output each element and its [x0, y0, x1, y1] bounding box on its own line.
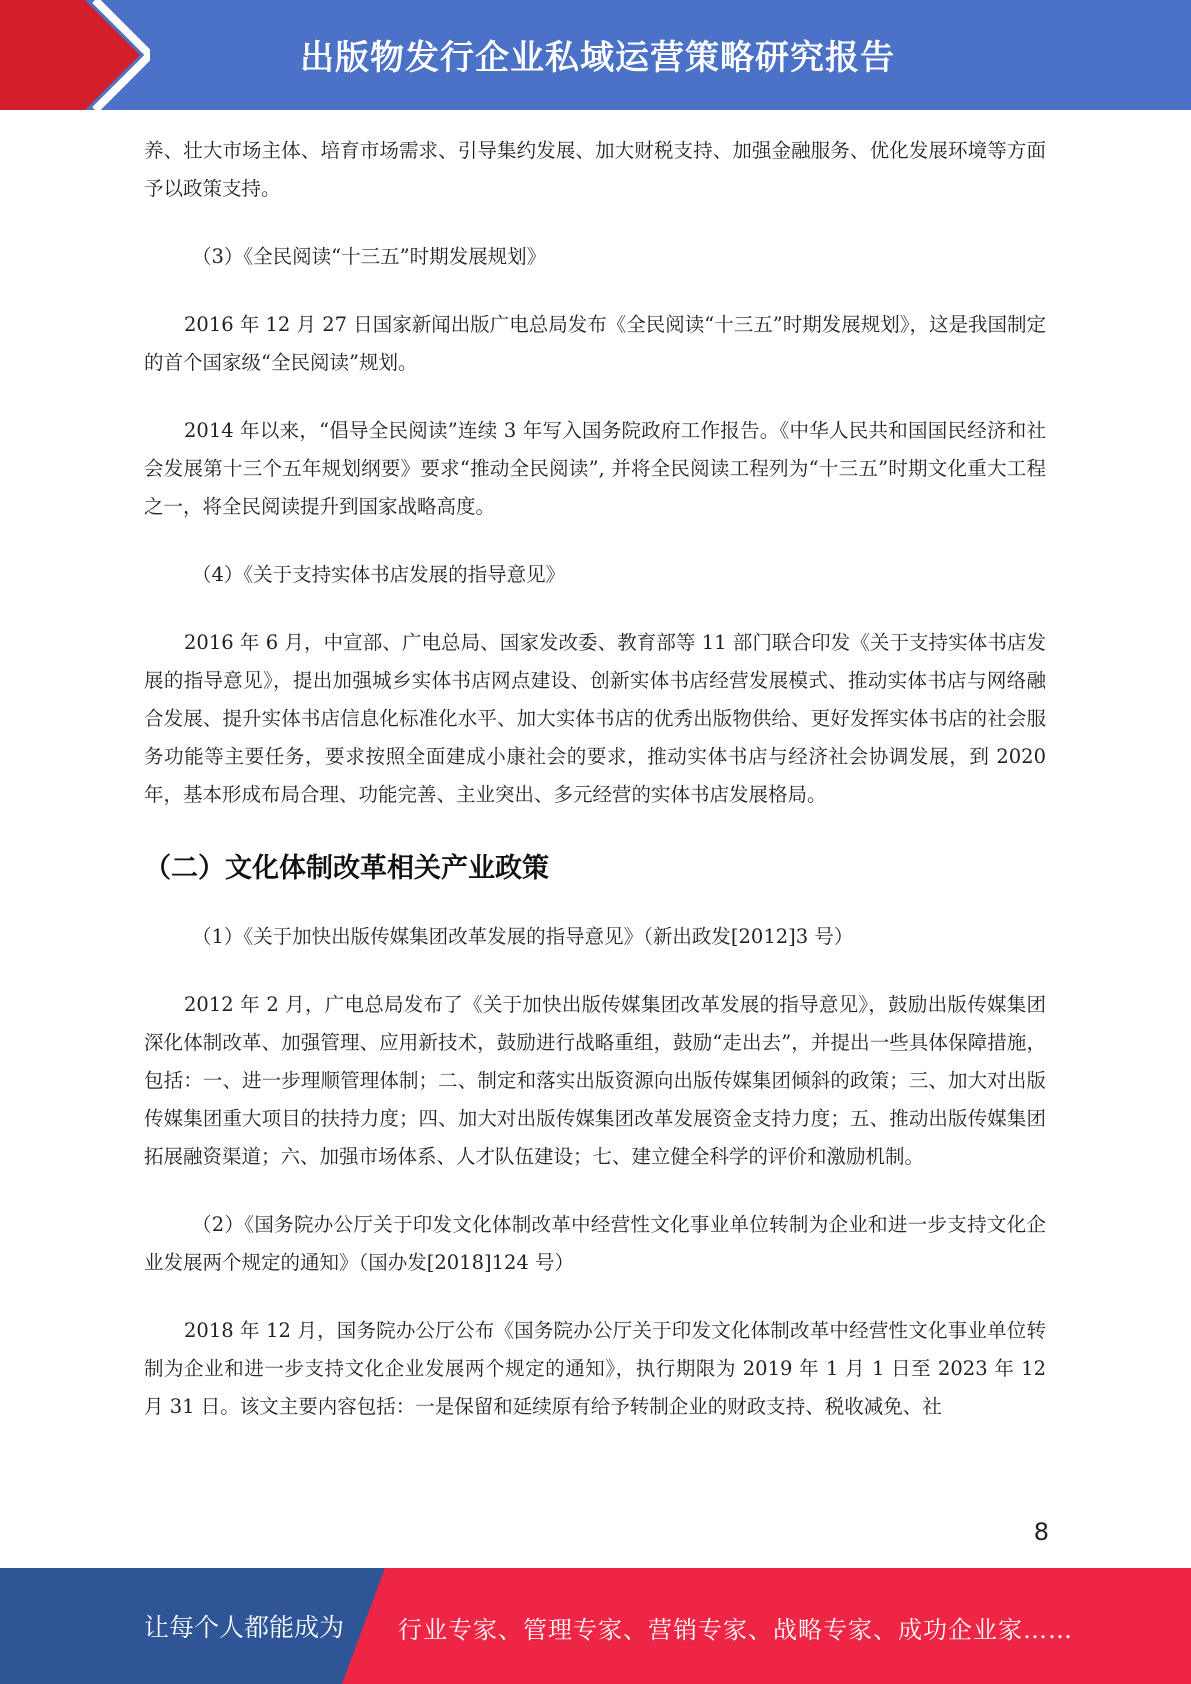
- page-footer: [0, 1568, 1191, 1684]
- report-title: 出版物发行企业私域运营策略研究报告: [300, 38, 895, 78]
- paragraph: 2012 年 2 月，广电总局发布了《关于加快出版传媒集团改革发展的指导意见》，鼓励出版传媒集团深化体制改革、加强管理、应用新技术，鼓励进行战略重组，鼓励“走出去”，并提出一些具体保障措施，包括：一、进一步理顺管理体制；二、制定和落实出版资源向出版传媒集团倾斜的政策；三、加大对出版传媒集团重大项目的扶持力度；四、加大对出版传媒集团改革发展资金支持力度；五、推动出版传媒集团拓展融资渠道；六、加强市场体系、人才队伍建设；七、建立健全科学的评价和激励机制。: [144, 993, 1046, 1168]
- page-header: [0, 0, 1191, 110]
- paragraph: 养、壮大市场主体、培育市场需求、引导集约发展、加大财税支持、加强金融服务、优化发展环境等方面予以政策支持。: [144, 139, 1046, 200]
- paragraph: 2018 年 12 月，国务院办公厅公布《国务院办公厅关于印发文化体制改革中经营性文化事业单位转制为企业和进一步支持文化企业发展两个规定的通知》，执行期限为 2019 年 1 月 1 日至 2023 年 12 月 31 日。该文主要内容包括：一是保留和延续原有给予转制企业的财政支持、税收减免、社: [144, 1319, 1046, 1418]
- paragraph: 2014 年以来，“倡导全民阅读”连续 3 年写入国务院政府工作报告。《中华人民共和国国民经济和社会发展第十三个五年规划纲要》要求“推动全民阅读”, 并将全民阅读工程列为“十三五”时期文化重大工程之一，将全民阅读提升到国家战略高度。: [144, 419, 1046, 518]
- page-content: [144, 132, 1046, 1426]
- list-item-heading: （4）《关于支持实体书店发展的指导意见》: [192, 563, 566, 586]
- page-number: 8: [1033, 1518, 1049, 1546]
- list-item-heading: （2）《国务院办公厅关于印发文化体制改革中经营性文化事业单位转制为企业和进一步支持文化企业发展两个规定的通知》（国办发[2018]124 号）: [144, 1213, 1046, 1274]
- footer-slogan-right: 行业专家、管理专家、营销专家、战略专家、成功企业家……: [398, 1616, 1073, 1644]
- header-arrow-decoration: [0, 0, 150, 110]
- section-heading: （二）文化体制改革相关产业政策: [144, 853, 549, 884]
- list-item-heading: （3）《全民阅读“十三五”时期发展规划》: [192, 245, 547, 268]
- list-item-heading: （1）《关于加快出版传媒集团改革发展的指导意见》（新出政发[2012]3 号）: [192, 925, 854, 948]
- paragraph: 2016 年 12 月 27 日国家新闻出版广电总局发布《全民阅读“十三五”时期发展规划》，这是我国制定的首个国家级“全民阅读”规划。: [144, 313, 1046, 374]
- paragraph: 2016 年 6 月，中宣部、广电总局、国家发改委、教育部等 11 部门联合印发《关于支持实体书店发展的指导意见》，提出加强城乡实体书店网点建设、创新实体书店经营发展模式、推动实体书店与网络融合发展、提升实体书店信息化标准化水平、加大实体书店的优秀出版物供给、更好发挥实体书店的社会服务功能等主要任务，要求按照全面建成小康社会的要求，推动实体书店与经济社会协调发展，到 2020 年，基本形成布局合理、功能完善、主业突出、多元经营的实体书店发展格局。: [144, 631, 1046, 806]
- footer-slogan-left: 让每个人都能成为: [144, 1613, 345, 1642]
